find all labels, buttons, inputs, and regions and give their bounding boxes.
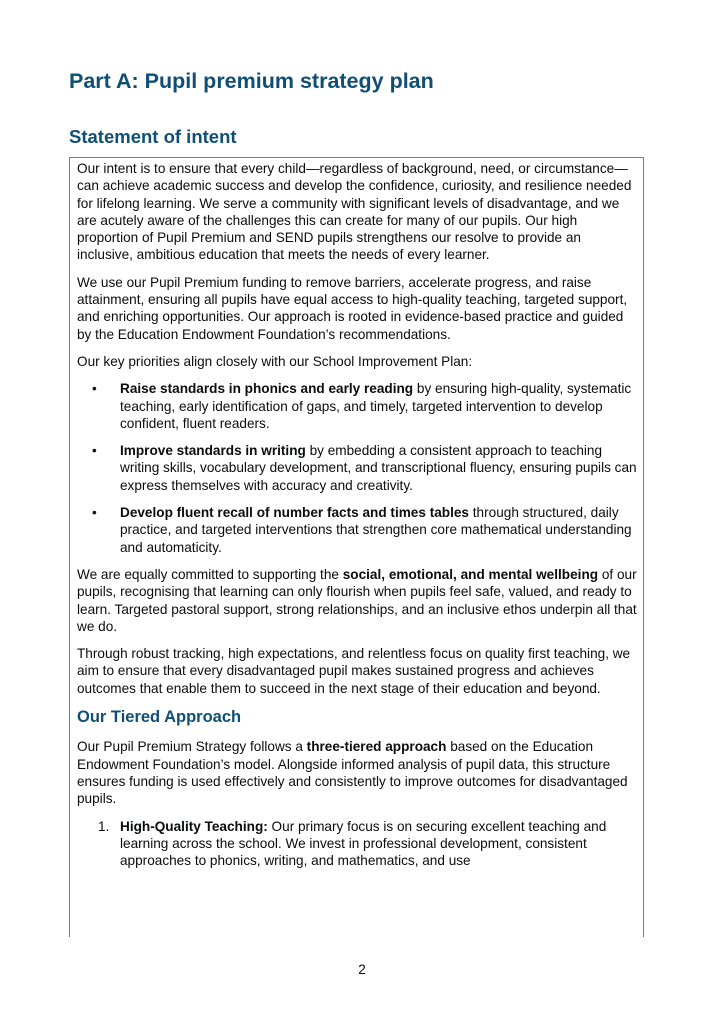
list-item-text: through structured, daily practice, and targeted interventions that strengthen core mathematical understanding and automaticity.	[120, 505, 632, 555]
statement-of-intent-content	[70, 158, 643, 869]
list-item-text: by ensuring high-quality, systematic teaching, early identification of gaps, and timely, targeted intervention to develop confident, fluent readers.	[120, 381, 632, 431]
paragraph-bold: three-tiered approach	[306, 739, 447, 755]
list-item	[77, 380, 637, 432]
bullet-icon: •	[92, 505, 97, 521]
paragraph-text: Our Pupil Premium Strategy follows a	[77, 739, 307, 755]
intent-paragraph-2: We use our Pupil Premium funding to remove barriers, accelerate progress, and raise attainment, ensuring all pupils have equal access to high-quality teaching, targeted support, and enriching opportunities. Our approach is rooted in evidence-based practice and guided by the Education Endowment Foundation’s recommendations.	[77, 274, 628, 342]
page-title: Part A: Pupil premium strategy plan	[69, 69, 434, 93]
list-item	[77, 504, 637, 556]
intent-paragraph-4	[77, 566, 637, 635]
list-item-bold: Improve standards in writing	[120, 443, 306, 459]
list-item	[77, 818, 637, 870]
paragraph-bold: social, emotional, and mental wellbeing	[342, 566, 599, 582]
list-number: 1.	[98, 818, 110, 834]
list-item-bold: Raise standards in phonics and early reading	[120, 381, 414, 397]
tiered-paragraph-1	[77, 738, 637, 807]
tiered-list	[77, 818, 637, 870]
tiered-approach-heading: Our Tiered Approach	[77, 708, 242, 727]
page-number: 2	[358, 962, 366, 977]
intent-paragraph-1: Our intent is to ensure that every child—regardless of background, need, or circumstance—can achieve academic success and develop the confidence, curiosity, and resilience needed for lifelong learning. We serve a community with significant levels of disadvantage, and we are acutely aware of the challenges this can create for many of our pupils. Our high proportion of Pupil Premium and SEND pupils strengthens our resolve to provide an inclusive, ambitious education that meets the needs of every learner.	[77, 161, 632, 263]
statement-of-intent-box	[69, 157, 644, 937]
section-title: Statement of intent	[69, 126, 237, 147]
paragraph-text: We are equally committed to supporting the	[77, 566, 343, 582]
intent-paragraph-3: Our key priorities align closely with our School Improvement Plan:	[77, 353, 473, 369]
list-item-text: by embedding a consistent approach to teaching writing skills, vocabulary development, and transcriptional fluency, ensuring pupils can express themselves with accuracy and creativity.	[120, 443, 637, 493]
list-item-text: Our primary focus is on securing excellent teaching and learning across the school. We invest in professional development, consistent approaches to phonics, writing, and mathematics, and use	[120, 818, 607, 869]
paragraph-text: of our pupils, recognising that learning can only flourish when pupils feel safe, valued, and ready to learn. Targeted pastoral support, strong relationships, and an inclusive ethos underpin all that we do.	[77, 566, 637, 634]
priorities-list	[77, 380, 637, 556]
bullet-icon: •	[92, 381, 97, 397]
list-item-bold: High-Quality Teaching:	[120, 818, 268, 834]
bullet-icon: •	[92, 443, 97, 459]
paragraph-text: based on the Education Endowment Foundation’s model. Alongside informed analysis of pupil data, this structure ensures funding is used effectively and consistently to improve outcomes for disadvantaged pupils.	[77, 739, 628, 807]
list-item-bold: Develop fluent recall of number facts and times tables	[120, 505, 469, 521]
list-item	[77, 442, 637, 494]
intent-paragraph-5: Through robust tracking, high expectations, and relentless focus on quality first teaching, we aim to ensure that every disadvantaged pupil makes sustained progress and achieves outcomes that enable them to succeed in the next stage of their education and beyond.	[77, 646, 631, 696]
